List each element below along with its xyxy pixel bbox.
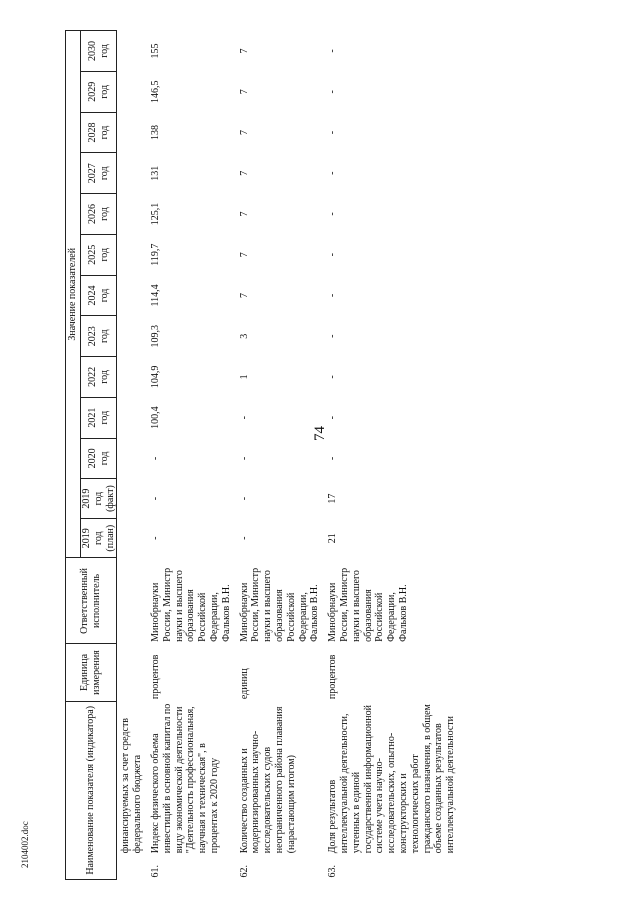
value-cell: 7 xyxy=(238,89,250,95)
value-cell: 17 xyxy=(327,493,339,504)
value-cell: 119,7 xyxy=(149,243,161,266)
value-cell: 7 xyxy=(238,252,250,258)
header-year: 2023 год xyxy=(81,316,117,357)
footer-filename: 2104002.doc xyxy=(20,821,30,868)
rotated-table-page xyxy=(65,30,535,880)
value-cell: - xyxy=(327,375,339,379)
value-cell: 7 xyxy=(238,292,250,298)
value-cell: - xyxy=(238,415,250,420)
value-cell: 3 xyxy=(238,333,250,339)
header-year: 2022 год xyxy=(81,357,117,398)
executor: Минобрнауки России, Министр науки и высшего образования Российской Федерации, Фальков В.Н. xyxy=(238,567,321,642)
value-cell: 114,4 xyxy=(149,284,161,307)
value-cell: - xyxy=(238,536,250,540)
unit: единиц xyxy=(238,668,250,700)
value-cell: - xyxy=(149,536,161,540)
value-cell: - xyxy=(327,293,339,298)
value-cell: 146,5 xyxy=(149,80,161,104)
value-cell: - xyxy=(327,334,339,338)
table-row-continuation xyxy=(117,31,147,880)
indicator-name: Доля результатов интеллектуальной деятельности, учтенных в единой государственной информационной системе учета научно-исследовательских, опытно-конструкторских и технологических работ гражданского назначения, в общем объеме созданных результатов интеллектуальной деятельности xyxy=(327,704,457,854)
unit: процентов xyxy=(149,654,161,700)
value-cell: 7 xyxy=(238,170,250,176)
unit: процентов xyxy=(327,654,339,700)
page-number: 74 xyxy=(312,426,328,441)
value-cell: 7 xyxy=(238,48,250,54)
header-year: 2030 год xyxy=(81,31,117,72)
value-cell: 109,3 xyxy=(149,324,161,348)
header-year: 2026 год xyxy=(81,194,117,235)
header-values: Значение показателей xyxy=(66,31,81,559)
indicator-name: Индекс физического объема инвестиций в основной капитал по виду экономической деятельности "Деятельность профессиональная, научная и техническая", в процентах к 2020 году xyxy=(149,703,220,854)
value-cell: 7 xyxy=(238,211,250,217)
value-cell: - xyxy=(238,456,250,461)
executor: Минобрнауки России, Министр науки и высшего образования Российской Федерации, Фальков В.Н. xyxy=(327,567,409,642)
header-year: 2024 год xyxy=(81,275,117,316)
value-cell: - xyxy=(327,456,339,461)
value-cell: - xyxy=(327,130,339,135)
value-cell: - xyxy=(327,212,339,216)
value-cell: - xyxy=(327,253,339,257)
value-cell: - xyxy=(238,496,250,501)
table-row xyxy=(147,31,236,880)
header-year: 2028 год xyxy=(81,112,117,153)
value-cell: - xyxy=(327,415,339,420)
indicator-name: Количество созданных и модернизированных научно-исследовательских судов неограниченного района плавания (нарастающим итогом) xyxy=(238,706,297,854)
header-indicator-name: Наименование показателя (индикатора) xyxy=(66,701,117,879)
value-cell: 131 xyxy=(149,165,161,181)
value-cell: - xyxy=(149,456,161,461)
value-cell: 7 xyxy=(238,130,250,136)
indicators-table xyxy=(65,30,460,880)
value-cell: 104,9 xyxy=(149,365,161,389)
value-cell: 100,4 xyxy=(149,406,161,429)
row-number: 63. xyxy=(327,865,339,878)
continuation-text: финансируемых за счет средств федерального бюджета xyxy=(120,717,144,854)
value-cell: 138 xyxy=(149,125,161,141)
header-executor: Ответственный исполнитель xyxy=(66,558,117,644)
header-year: 2025 год xyxy=(81,234,117,275)
row-number: 61. xyxy=(149,865,161,878)
row-number: 62. xyxy=(238,865,250,878)
header-year: 2019 год (план) xyxy=(81,518,117,558)
header-year: 2027 год xyxy=(81,153,117,194)
value-cell: 21 xyxy=(327,533,339,544)
table-row xyxy=(236,31,325,880)
value-cell: 1 xyxy=(238,374,250,380)
value-cell: - xyxy=(327,171,339,175)
value-cell: 125,1 xyxy=(149,202,161,226)
header-year: 2029 год xyxy=(81,71,117,112)
value-cell: - xyxy=(327,90,339,94)
value-cell: 155 xyxy=(149,43,161,59)
table-row xyxy=(324,31,460,880)
value-cell: - xyxy=(327,49,339,53)
header-year: 2019 год (факт) xyxy=(81,479,117,519)
header-year: 2021 год xyxy=(81,397,117,438)
header-unit: Единица измерения xyxy=(66,644,117,701)
executor: Минобрнауки России, Министр науки и высшего образования Российской Федерации, Фальков В.Н. xyxy=(149,567,232,642)
value-cell: - xyxy=(149,496,161,501)
header-year: 2020 год xyxy=(81,438,117,479)
